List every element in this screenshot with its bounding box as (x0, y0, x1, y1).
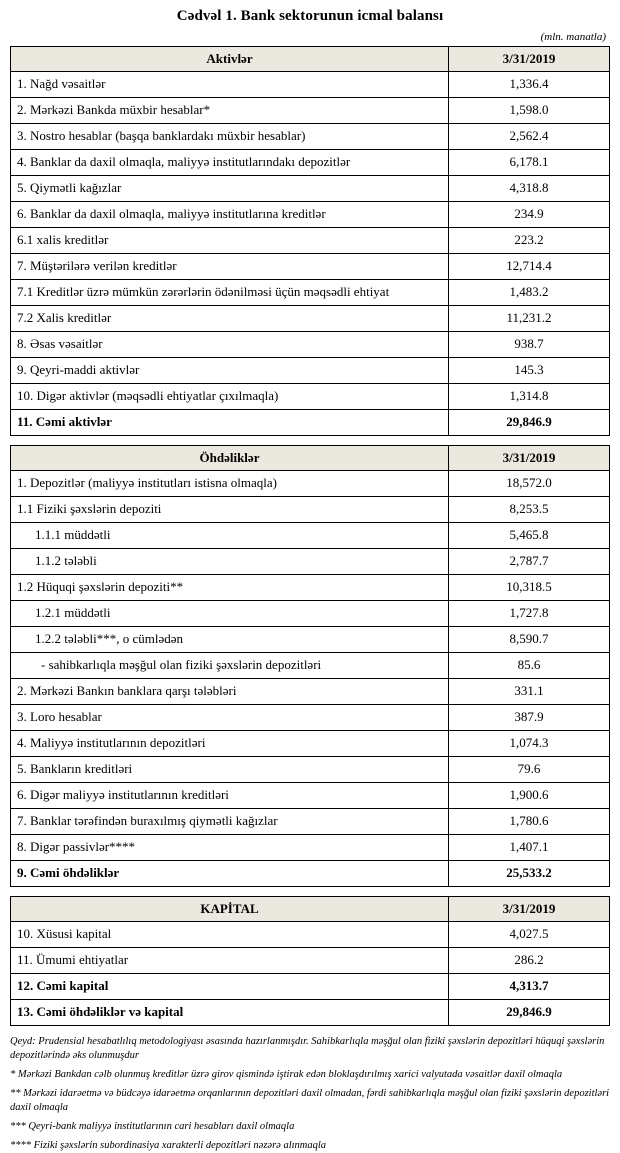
row-label: 1.2 Hüquqi şəxslərin depoziti** (11, 575, 449, 601)
row-label: 7. Müştərilərə verilən kreditlər (11, 254, 449, 280)
row-label: 4. Maliyyə institutlarının depozitləri (11, 731, 449, 757)
row-label: 10. Digər aktivlər (məqsədli ehtiyatlar çıxılmaqla) (11, 384, 449, 410)
table-row (11, 653, 610, 679)
row-label: 8. Digər passivlər**** (11, 835, 449, 861)
capital-header-date: 3/31/2019 (449, 897, 610, 922)
table-row (11, 601, 610, 627)
assets-table-header-row (11, 47, 610, 72)
row-label: 9. Cəmi öhdəliklər (11, 861, 449, 887)
table-row (11, 150, 610, 176)
row-label: 5. Qiymətli kağızlar (11, 176, 449, 202)
liabilities-table (10, 445, 610, 887)
table-row (11, 471, 610, 497)
footnote-general: Qeyd: Prudensial hesabatlılıq metodologiyası əsasında hazırlanmışdır. Sahibkarlıqla məşğul olan fiziki şəxslərin depozitləri hüquqi şəxslərin depozitlərində əks olunmuşdur (10, 1036, 605, 1061)
row-value: 11,231.2 (449, 306, 610, 332)
row-value: 79.6 (449, 757, 610, 783)
liabilities-table-header-row (11, 446, 610, 471)
assets-header-date: 3/31/2019 (449, 47, 610, 72)
table-row (11, 757, 610, 783)
row-value: 1,336.4 (449, 72, 610, 98)
row-label: 3. Loro hesablar (11, 705, 449, 731)
capital-table-body (11, 897, 610, 1026)
row-label: 7.1 Kreditlər üzrə mümkün zərərlərin ödənilməsi üçün məqsədli ehtiyat (11, 280, 449, 306)
row-value: 29,846.9 (449, 410, 610, 436)
row-label: 7. Banklar tərəfindən buraxılmış qiymətli kağızlar (11, 809, 449, 835)
row-label: 10. Xüsusi kapital (11, 922, 449, 948)
table-row (11, 549, 610, 575)
row-value: 6,178.1 (449, 150, 610, 176)
row-value: 1,727.8 (449, 601, 610, 627)
page-title: Cədvəl 1. Bank sektorunun icmal balansı (176, 8, 444, 24)
footnotes (10, 1035, 610, 1153)
row-label: 2. Mərkəzi Bankda müxbir hesablar* (11, 98, 449, 124)
row-value: 29,846.9 (449, 1000, 610, 1026)
table-row (11, 124, 610, 150)
row-label: 11. Ümumi ehtiyatlar (11, 948, 449, 974)
row-value: 223.2 (449, 228, 610, 254)
table-row-total (11, 861, 610, 887)
row-label: 9. Qeyri-maddi aktivlər (11, 358, 449, 384)
table-row (11, 835, 610, 861)
footnote-1: * Mərkəzi Bankdan cəlb olunmuş kreditlər üzrə girov qismində iştirak edən bloklaşdırılmış xarici valyutada vəsaitlər daxil olmaqla (10, 1068, 563, 1080)
table-row (11, 809, 610, 835)
row-value: 1,314.8 (449, 384, 610, 410)
table-row (11, 575, 610, 601)
table-row (11, 202, 610, 228)
row-value: 18,572.0 (449, 471, 610, 497)
row-label: 11. Cəmi aktivlər (11, 410, 449, 436)
row-value: 25,533.2 (449, 861, 610, 887)
row-label: 4. Banklar da daxil olmaqla, maliyyə institutlarındakı depozitlər (11, 150, 449, 176)
row-label: - sahibkarlıqla məşğul olan fiziki şəxslərin depozitləri (11, 653, 449, 679)
table-row (11, 358, 610, 384)
table-row (11, 280, 610, 306)
row-label: 13. Cəmi öhdəliklər və kapital (11, 1000, 449, 1026)
table-row (11, 176, 610, 202)
row-label: 6.1 xalis kreditlər (11, 228, 449, 254)
table-row (11, 228, 610, 254)
table-row (11, 705, 610, 731)
table-row (11, 523, 610, 549)
row-value: 387.9 (449, 705, 610, 731)
row-value: 4,027.5 (449, 922, 610, 948)
row-value: 1,900.6 (449, 783, 610, 809)
table-row (11, 922, 610, 948)
units-label: (mln. manatla) (540, 31, 606, 43)
table-row (11, 332, 610, 358)
row-label: 2. Mərkəzi Bankın banklara qarşı tələbləri (11, 679, 449, 705)
row-value: 4,318.8 (449, 176, 610, 202)
row-label: 1.1.1 müddətli (11, 523, 449, 549)
liabilities-header-date: 3/31/2019 (449, 446, 610, 471)
row-value: 1,074.3 (449, 731, 610, 757)
row-label: 3. Nostro hesablar (başqa banklardakı müxbir hesablar) (11, 124, 449, 150)
table-row (11, 98, 610, 124)
table-row (11, 384, 610, 410)
row-value: 331.1 (449, 679, 610, 705)
footnote-3: *** Qeyri-bank maliyyə institutlarının cari hesabları daxil olmaqla (10, 1120, 295, 1132)
table-row (11, 627, 610, 653)
assets-table (10, 46, 610, 436)
row-value: 234.9 (449, 202, 610, 228)
liabilities-table-body (11, 446, 610, 887)
row-value: 8,253.5 (449, 497, 610, 523)
footnote-2: ** Mərkəzi idarəetmə və büdcəyə idarəetmə orqanlarının depozitləri daxil olmadan, fərdi sahibkarlıqla məşğul olan fiziki şəxslərin depozitləri daxil olmaqla (10, 1087, 610, 1113)
row-label: 1.1.2 tələbli (11, 549, 449, 575)
table-row-total (11, 410, 610, 436)
row-value: 10,318.5 (449, 575, 610, 601)
row-label: 6. Banklar da daxil olmaqla, maliyyə institutlarına kreditlər (11, 202, 449, 228)
row-label: 8. Əsas vəsaitlər (11, 332, 449, 358)
row-value: 2,562.4 (449, 124, 610, 150)
row-value: 12,714.4 (449, 254, 610, 280)
row-value: 145.3 (449, 358, 610, 384)
table-row (11, 783, 610, 809)
row-label: 1. Depozitlər (maliyyə institutları istisna olmaqla) (11, 471, 449, 497)
assets-header-label: Aktivlər (11, 47, 449, 72)
row-label: 1.2.1 müddətli (11, 601, 449, 627)
table-row (11, 306, 610, 332)
row-label: 5. Bankların kreditləri (11, 757, 449, 783)
row-value: 2,787.7 (449, 549, 610, 575)
row-value: 1,780.6 (449, 809, 610, 835)
row-value: 938.7 (449, 332, 610, 358)
table-row (11, 497, 610, 523)
row-value: 85.6 (449, 653, 610, 679)
row-value: 1,407.1 (449, 835, 610, 861)
table-row-total (11, 974, 610, 1000)
row-label: 1.1 Fiziki şəxslərin depoziti (11, 497, 449, 523)
table-row (11, 731, 610, 757)
row-label: 7.2 Xalis kreditlər (11, 306, 449, 332)
table-row (11, 254, 610, 280)
table-row (11, 72, 610, 98)
row-value: 286.2 (449, 948, 610, 974)
assets-table-body (11, 47, 610, 436)
row-value: 8,590.7 (449, 627, 610, 653)
liabilities-header-label: Öhdəliklər (11, 446, 449, 471)
capital-table-header-row (11, 897, 610, 922)
row-value: 5,465.8 (449, 523, 610, 549)
table-row (11, 948, 610, 974)
footnote-4: **** Fiziki şəxslərin subordinasiya xarakterli depozitləri nəzərə alınmaqla (10, 1139, 327, 1151)
capital-header-label: KAPİTAL (11, 897, 449, 922)
capital-table (10, 896, 610, 1026)
row-value: 1,598.0 (449, 98, 610, 124)
row-label: 1.2.2 tələbli***, o cümlədən (11, 627, 449, 653)
table-row-total (11, 1000, 610, 1026)
row-label: 1. Nağd vəsaitlər (11, 72, 449, 98)
row-value: 1,483.2 (449, 280, 610, 306)
row-value: 4,313.7 (449, 974, 610, 1000)
table-row (11, 679, 610, 705)
row-label: 6. Digər maliyyə institutlarının kreditləri (11, 783, 449, 809)
row-label: 12. Cəmi kapital (11, 974, 449, 1000)
